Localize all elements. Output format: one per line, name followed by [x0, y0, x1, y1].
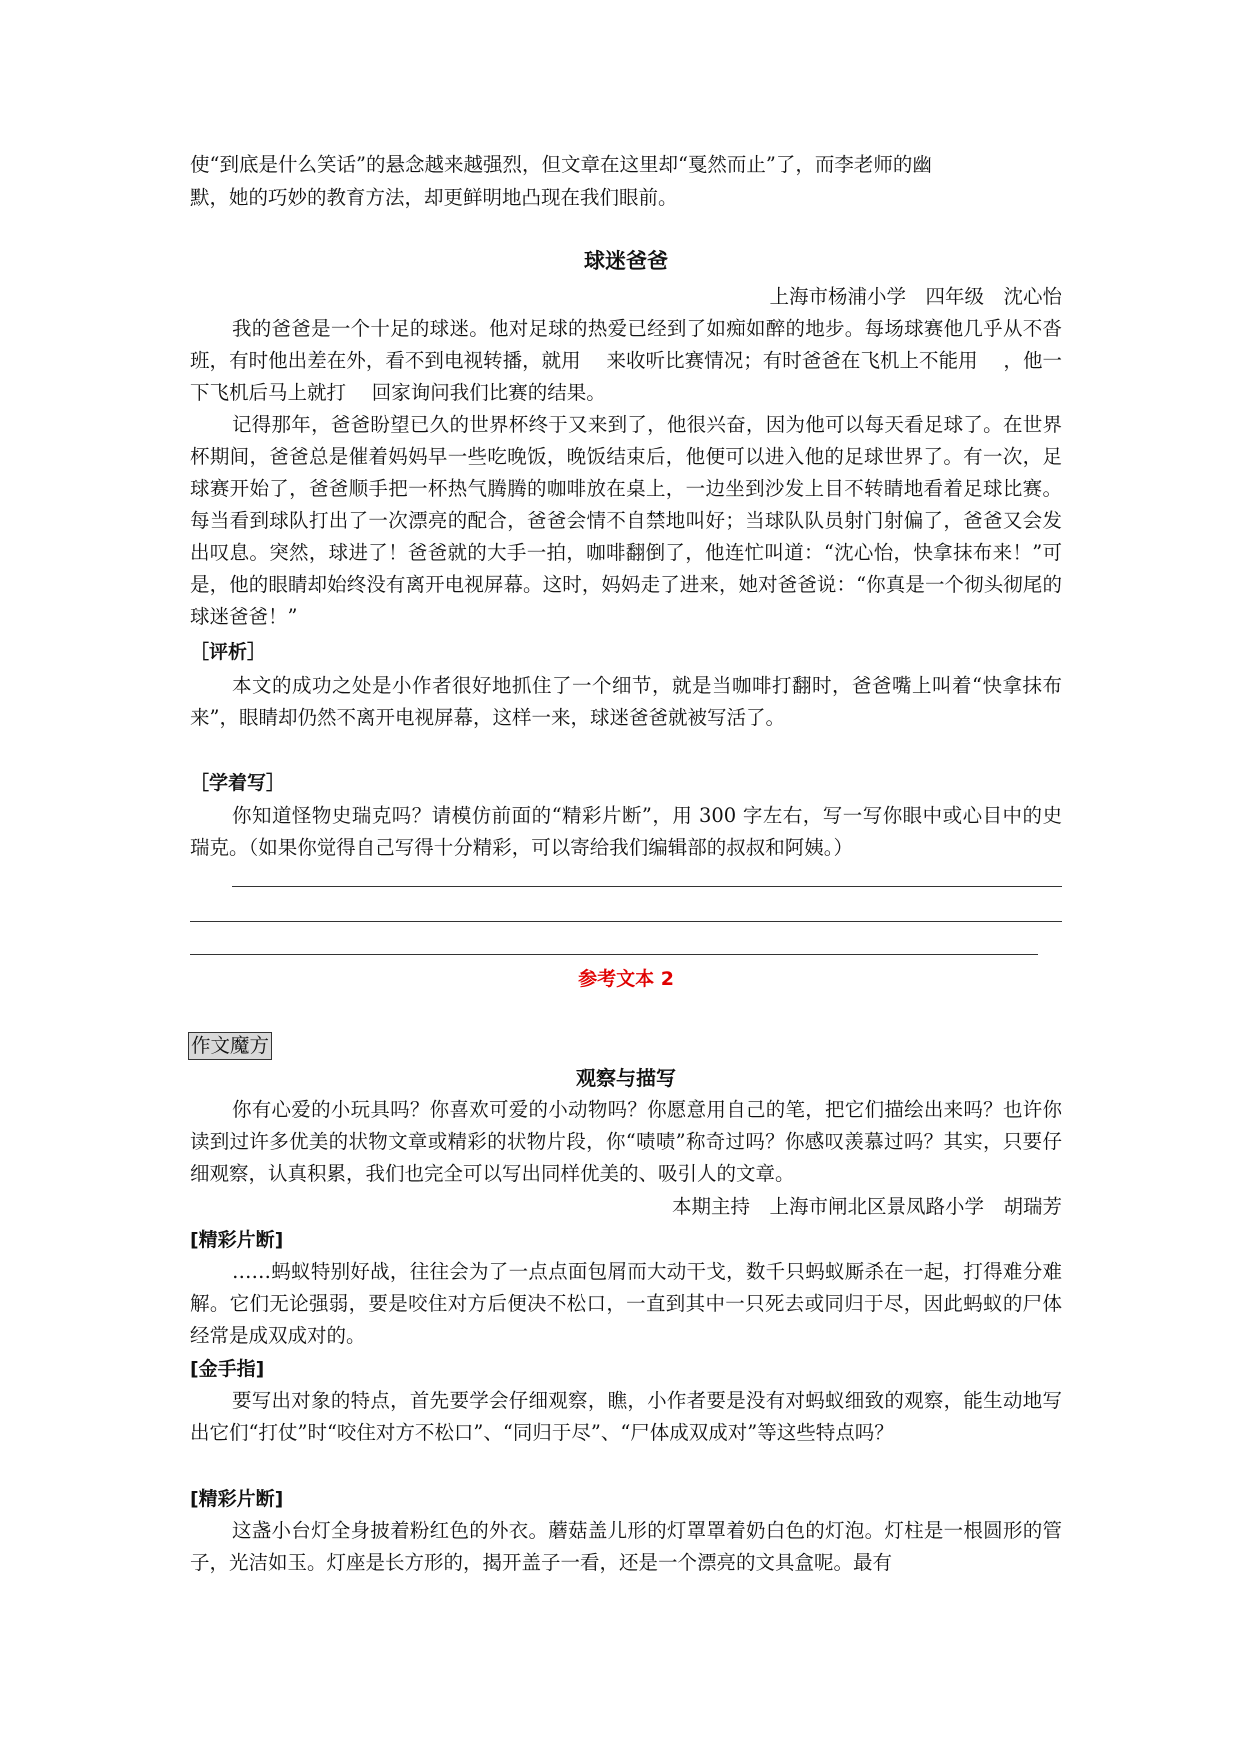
story-byline: 上海市杨浦小学 四年级 沈心怡 [769, 285, 1062, 308]
intro-line-1: 使“到底是什么笑话”的悬念越来越强烈，但文章在这里却“戛然而止”了，而李老师的幽 [190, 153, 932, 176]
magic-title: 观察与描写 [576, 1066, 676, 1090]
practice-text: 你知道怪物史瑞克吗？请模仿前面的“精彩片断”，用 300 字左右，写一写你眼中或心目中的史瑞克。（如果你觉得自己写得十分精彩，可以寄给我们编辑部的叔叔和阿姨。） [190, 804, 1062, 859]
practice-heading: ［学着写］ [190, 772, 286, 794]
tip-heading: [金手指] [190, 1358, 265, 1380]
story-paragraph-2: 记得那年，爸爸盼望已久的世界杯终于又来到了，他很兴奋，因为他可以每天看足球了。在世界杯期间，爸爸总是催着妈妈早一些吃晚饭，晚饭结束后，他便可以进入他的足球世界了。有一次，足球赛开始了，爸爸顺手把一杯热气腾腾的咖啡放在桌上，一边坐到沙发上目不转睛地看着足球比赛。每当看到球队打出了一次漂亮的配合，爸爸会情不自禁地叫好；当球队队员射门射偏了，爸爸又会发出叹息。突然，球进了！爸爸就的大手一拍，咖啡翻倒了，他连忙叫道：“沈心怡，快拿抹布来！”可是，他的眼睛却始终没有离开电视屏幕。这时，妈妈走了进来，她对爸爸说：“你真是一个彻头彻尾的球迷爸爸！” [190, 413, 1062, 628]
magic-intro-body [190, 1094, 1062, 1190]
practice-body [190, 800, 1062, 864]
story-title: 球迷爸爸 [584, 249, 668, 273]
story-body [190, 313, 1062, 633]
section-box-text: 作文魔方 [188, 1032, 272, 1060]
excerpt1-heading: [精彩片断] [190, 1229, 284, 1251]
magic-host: 本期主持 上海市闸北区景凤路小学 胡瑞芳 [671, 1195, 1062, 1218]
reference-label: 参考文本 2 [578, 968, 674, 990]
tip-body [190, 1385, 1062, 1449]
writing-line-1[interactable] [232, 886, 1062, 887]
review-body [190, 670, 1062, 734]
excerpt2-body [190, 1515, 1062, 1579]
story-paragraph-1: 我的爸爸是一个十足的球迷。他对足球的热爱已经到了如痴如醉的地步。每场球赛他几乎从不沓班，有时他出差在外，看不到电视转播，就用 来收听比赛情况；有时爸爸在飞机上不能用 ，他一下飞机后马上就打 回家询问我们比赛的结果。 [190, 317, 1062, 404]
writing-line-3[interactable] [190, 954, 1038, 955]
magic-intro-text: 你有心爱的小玩具吗？你喜欢可爱的小动物吗？你愿意用自己的笔，把它们描绘出来吗？也许你读到过许多优美的状物文章或精彩的状物片段，你“啧啧”称奇过吗？你感叹羡慕过吗？其实，只要仔细观察，认真积累，我们也完全可以写出同样优美的、吸引人的文章。 [190, 1098, 1062, 1185]
intro-paragraph [190, 148, 1062, 214]
excerpt2-text: 这盏小台灯全身披着粉红色的外衣。蘑菇盖儿形的灯罩罩着奶白色的灯泡。灯柱是一根圆形的管子，光洁如玉。灯座是长方形的，揭开盖子一看，还是一个漂亮的文具盒呢。最有 [190, 1519, 1062, 1574]
excerpt1-text: ……蚂蚁特别好战，往往会为了一点点面包屑而大动干戈，数千只蚂蚁厮杀在一起，打得难分难解。它们无论强弱，要是咬住对方后便决不松口，一直到其中一只死去或同归于尽，因此蚂蚁的尸体经常是成双成对的。 [190, 1260, 1062, 1347]
review-text: 本文的成功之处是小作者很好地抓住了一个细节，就是当咖啡打翻时，爸爸嘴上叫着“快拿抹布来”，眼睛却仍然不离开电视屏幕，这样一来，球迷爸爸就被写活了。 [190, 674, 1062, 729]
section-box-label [188, 1032, 272, 1060]
excerpt1-body [190, 1256, 1062, 1352]
tip-text: 要写出对象的特点，首先要学会仔细观察，瞧，小作者要是没有对蚂蚁细致的观察，能生动地写出它们“打仗”时“咬住对方不松口”、“同归于尽”、“尸体成双成对”等这些特点吗？ [190, 1389, 1062, 1444]
intro-line-2: 默，她的巧妙的教育方法，却更鲜明地凸现在我们眼前。 [190, 186, 678, 209]
writing-line-2[interactable] [190, 921, 1062, 922]
review-heading: ［评析］ [190, 641, 267, 663]
excerpt2-heading: [精彩片断] [190, 1488, 284, 1510]
